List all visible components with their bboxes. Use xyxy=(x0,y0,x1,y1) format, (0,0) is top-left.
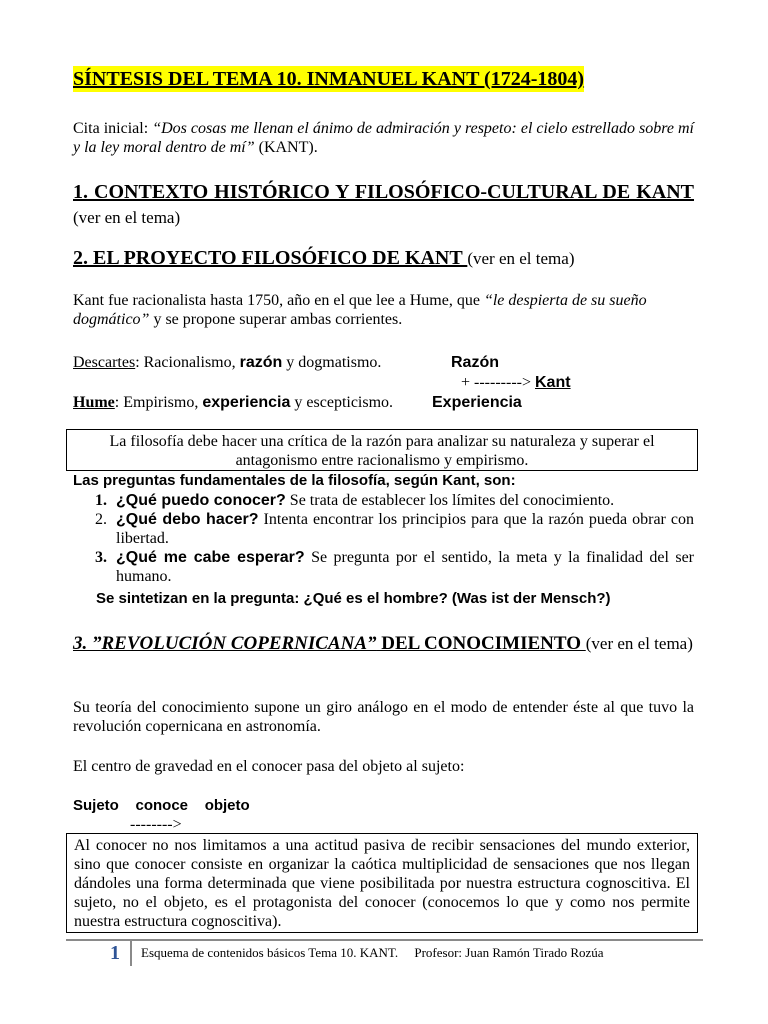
footer-rule xyxy=(66,939,703,941)
section-3-note: (ver en el tema) xyxy=(585,634,693,653)
subject-object-arrow: --------> xyxy=(130,816,182,833)
footer-divider xyxy=(130,940,132,966)
hume-text: : Empirismo, xyxy=(114,394,203,411)
kant-label: Kant xyxy=(535,374,571,391)
experiencia-word: experiencia xyxy=(202,394,291,411)
question-text: Intenta encontrar los principios para que la razón pueda obrar con libertad. xyxy=(116,511,695,547)
section-1-note: (ver en el tema) xyxy=(73,208,181,227)
kant-arrow-line xyxy=(461,373,621,392)
question-number: 1. xyxy=(95,492,107,509)
section-3-heading xyxy=(73,632,694,656)
question-text: Se trata de establecer los límites del conocimiento. xyxy=(285,492,615,509)
section-1-title: 1. CONTEXTO HISTÓRICO Y FILOSÓFICO-CULTURAL DE KANT xyxy=(73,181,694,203)
hume-end: y escepticismo. xyxy=(290,394,394,411)
section-3-paragraph-2: El centro de gravedad en el conocer pasa del objeto al sujeto: xyxy=(73,758,465,775)
descartes-text: : Racionalismo, xyxy=(135,354,240,371)
question-item-3 xyxy=(73,548,694,586)
paragraph-text: Kant fue racionalista hasta 1750, año en el que lee a Hume, que xyxy=(73,292,484,309)
subject-object-label: Sujeto conoce objeto xyxy=(73,797,250,814)
quote-author: (KANT). xyxy=(254,139,318,156)
footer-text: Esquema de contenidos básicos Tema 10. KANT. Profesor: Juan Ramón Tirado Rozúa xyxy=(141,945,604,960)
section-2-heading xyxy=(73,246,694,271)
paragraph-quote: “le despierta de su sueño dogmático” xyxy=(73,292,647,328)
experiencia-label: Experiencia xyxy=(432,394,522,411)
razon-label: Razón xyxy=(451,354,499,371)
questions-heading: Las preguntas fundamentales de la filosofía, según Kant, son: xyxy=(73,472,516,489)
section-3-title-italic: 3. ”REVOLUCIÓN COPERNICANA” xyxy=(73,633,377,654)
question-text: Se pregunta por el sentido, la meta y la finalidad del ser humano. xyxy=(116,549,695,585)
section-2-paragraph xyxy=(73,291,694,329)
descartes-label: Descartes xyxy=(73,354,136,371)
arrow: + ---------> xyxy=(461,374,535,391)
initial-quote xyxy=(73,119,694,157)
section-2-note: (ver en el tema) xyxy=(467,249,575,268)
footer-page-number: 1 xyxy=(110,942,120,964)
section-3-title-rest: DEL CONOCIMIENTO xyxy=(376,633,586,654)
question-item-1 xyxy=(73,491,694,510)
critique-box: La filosofía debe hacer una crítica de la razón para analizar su naturaleza y superar el antagonismo entre racionalismo y empirismo. xyxy=(66,429,698,471)
question-title: ¿Qué me cabe esperar? xyxy=(116,549,305,566)
section-2-title: 2. EL PROYECTO FILOSÓFICO DE KANT xyxy=(73,247,468,269)
document-title: SÍNTESIS DEL TEMA 10. INMANUEL KANT (1724-1804) xyxy=(73,68,585,90)
razon-word: razón xyxy=(239,354,283,371)
question-number: 2. xyxy=(95,511,107,528)
hume-line xyxy=(73,393,433,412)
knowledge-box: Al conocer no nos limitamos a una actitud pasiva de recibir sensaciones del mundo exterior, sino que conocer consiste en organizar la caótica multiplicidad de sensaciones que nos llegan dándoles una forma determinada que viene posibilitada por nuestra estructura cognoscitiva. El sujeto, no el objeto, es el protagonista del conocer (conocemos lo que y como nos permite nuestra estructura cognoscitiva). xyxy=(66,833,698,933)
quote-label: Cita inicial: xyxy=(73,120,153,137)
quote-text: “Dos cosas me llenan el ánimo de admiración y respeto: el cielo estrellado sobre mí y la ley moral dentro de mí” xyxy=(73,120,695,156)
questions-list xyxy=(73,491,694,586)
question-title: ¿Qué debo hacer? xyxy=(116,511,259,528)
paragraph-text-end: y se propone superar ambas corrientes. xyxy=(149,311,403,328)
descartes-line xyxy=(73,353,433,372)
question-title: ¿Qué puedo conocer? xyxy=(116,492,286,509)
descartes-end: y dogmatismo. xyxy=(282,354,382,371)
section-1-heading xyxy=(73,180,694,230)
question-number: 3. xyxy=(95,549,107,566)
hume-label: Hume xyxy=(73,394,115,411)
questions-summary: Se sintetizan en la pregunta: ¿Qué es el hombre? (Was ist der Mensch?) xyxy=(96,590,611,607)
section-3-paragraph-1: Su teoría del conocimiento supone un giro análogo en el modo de entender éste al que tuvo la revolución copernicana en astronomía. xyxy=(73,699,694,735)
question-item-2 xyxy=(73,510,694,548)
